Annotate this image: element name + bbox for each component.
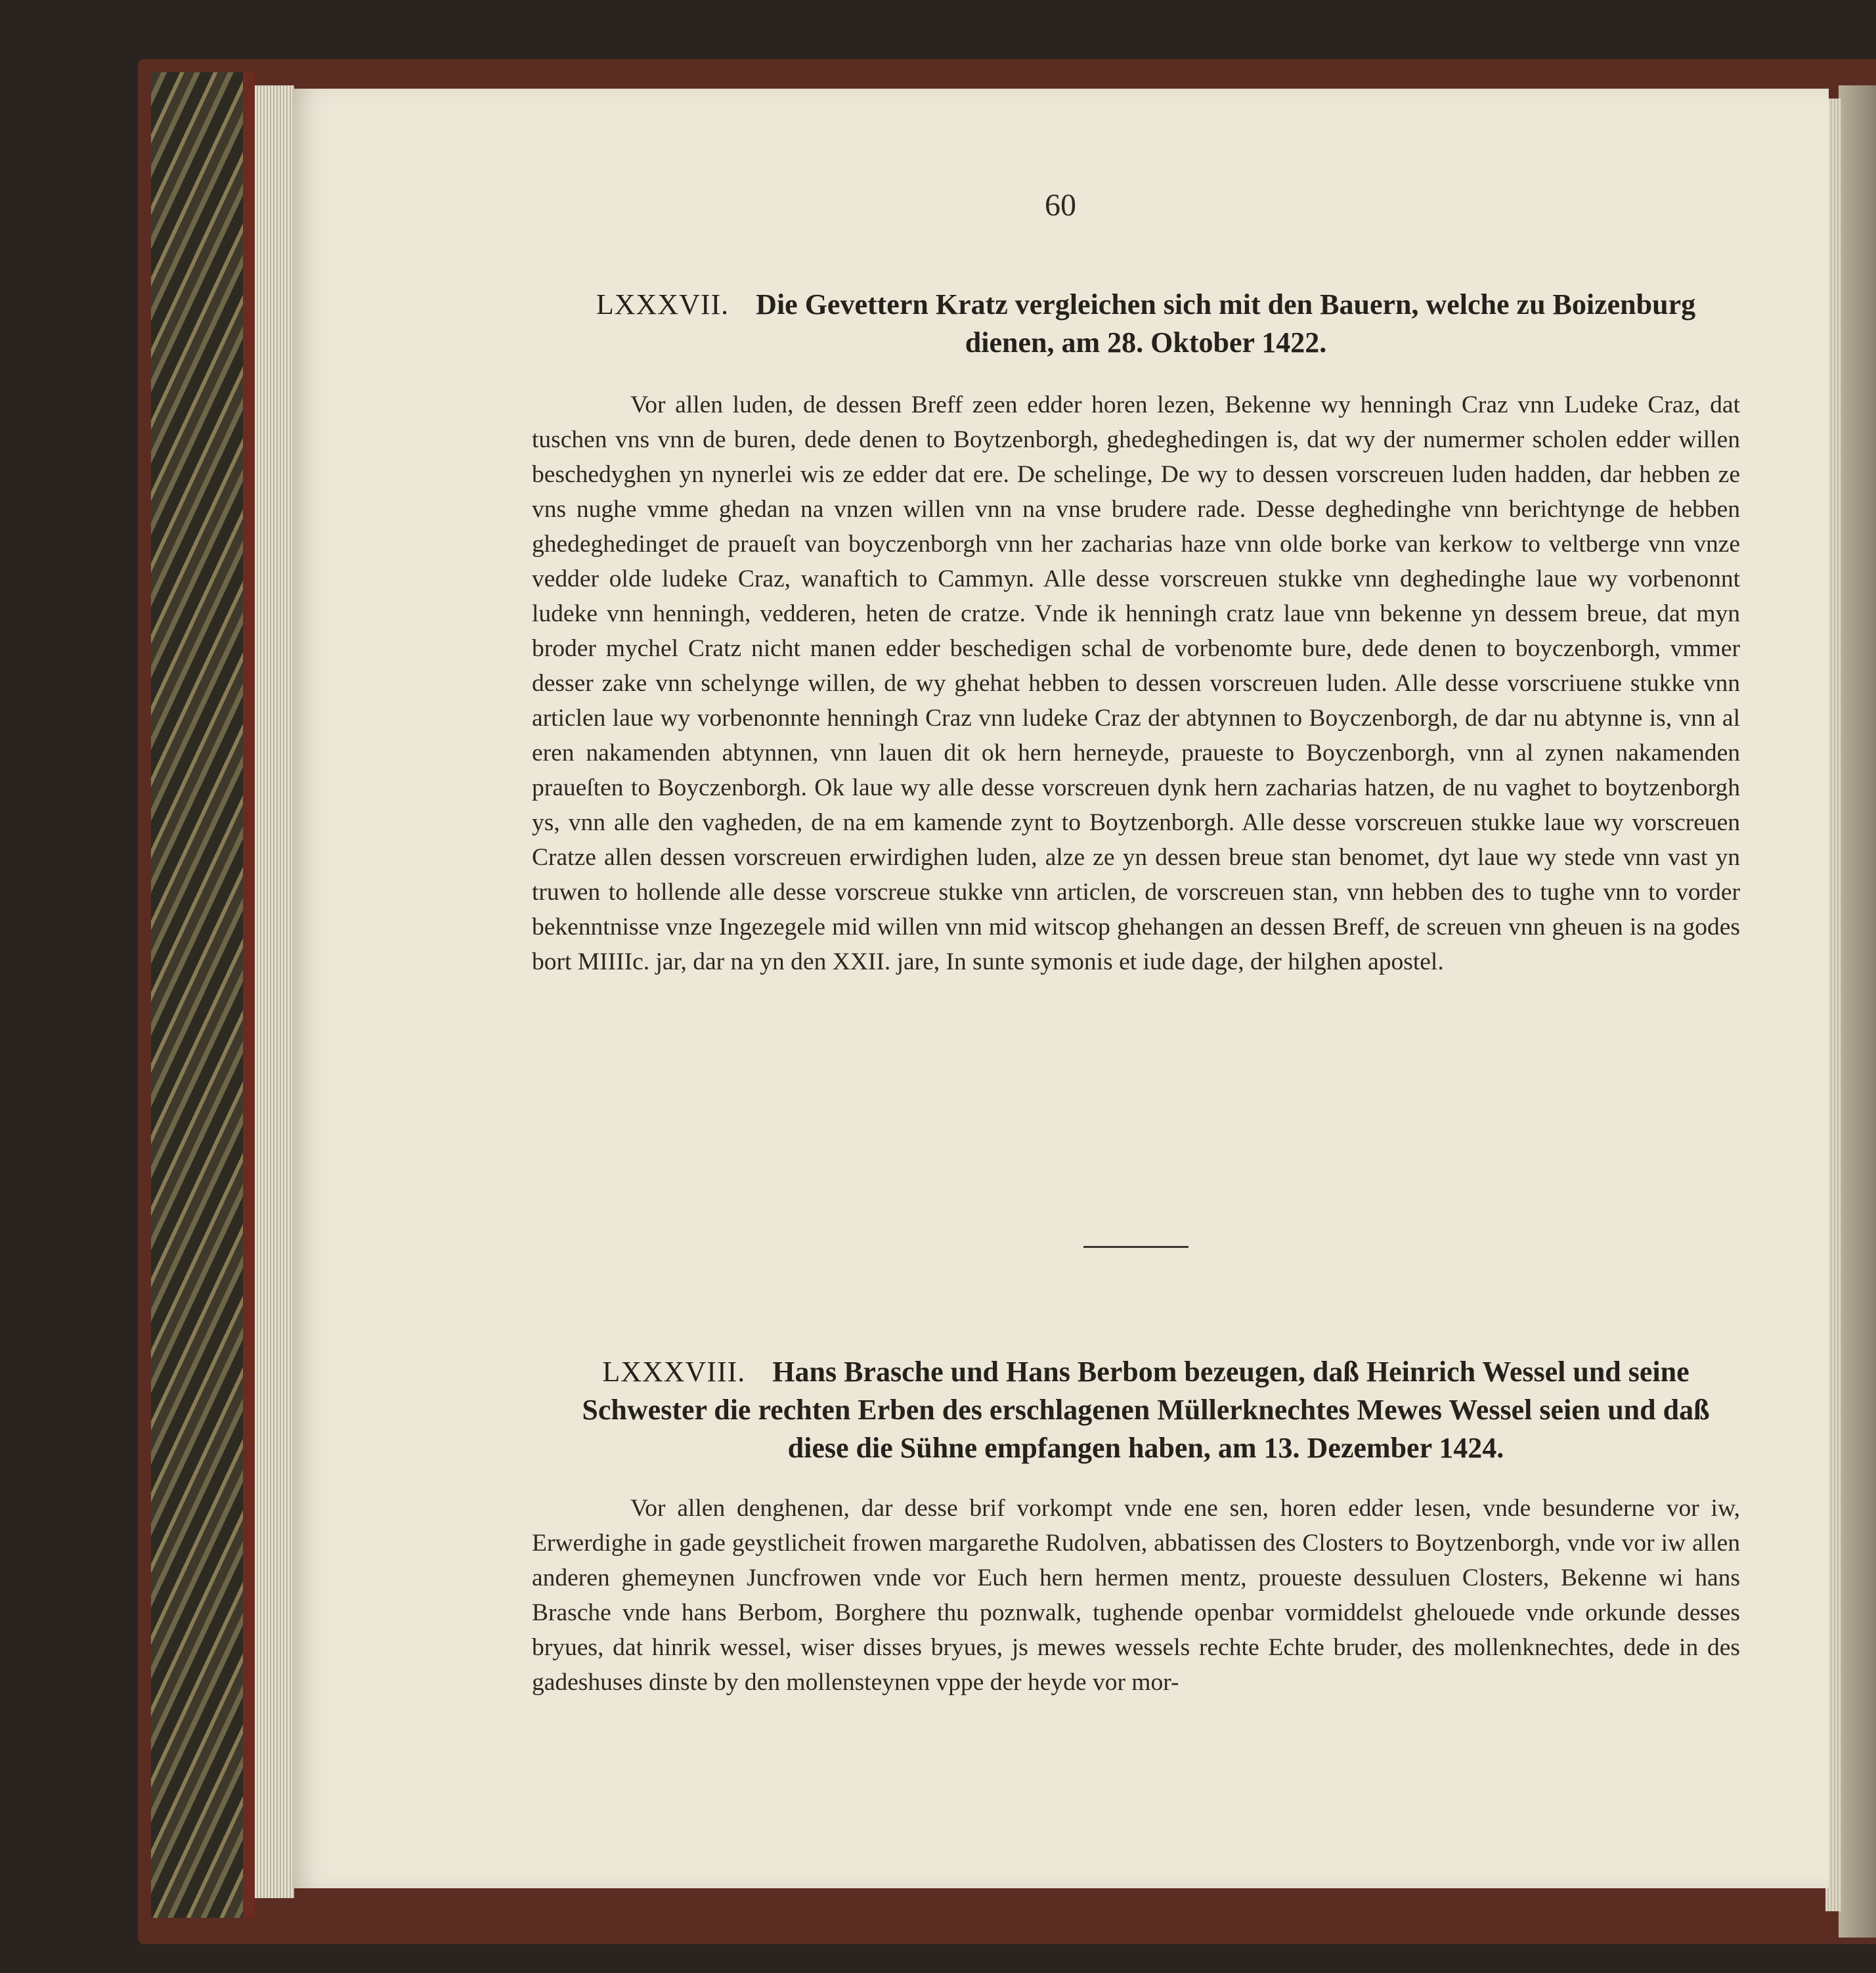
section-88-text: Vor allen denghenen, dar desse brif vorkompt vnde ene sen, horen edder lesen, vnde besunderne vor iw, Erwerdighe in gade geystlicheit frowen margarethe Rudolven, abbatissen des Closters to Boytzenborgh, vnde vor iw allen anderen ghemeynen Juncfrowen vnde vor Euch hern hermen mentz, proueste dessuluen Closters, Bekenne wi hans Brasche vnde hans Berbom, Borghere thu poznwalk, tughende openbar vormiddelst ghelouede vnde orkunde desses bryues, dat hinrik wessel, wiser disses bryues, js mewes wessels rechte Echte bruder, des mollenknechtes, dede in des gadeshuses dinste by den mollensteynen vppe der heyde vor mor- [532, 1495, 1740, 1696]
section-87-body [532, 388, 1740, 979]
section-87-heading [555, 286, 1737, 362]
page-number: 60 [1045, 188, 1076, 223]
section-88-number: LXXXVIII. [602, 1356, 746, 1388]
section-88-title: Hans Brasche und Hans Berbom bezeugen, daß Heinrich Wessel und seine Schwester die rechten Erben des erschlagenen Müllerknechtes Mewes Wessel seien und daß diese die Sühne empfangen haben, am 13. Dezember 1424. [582, 1356, 1710, 1464]
leather-spine-edge [243, 72, 255, 1918]
section-87-number: LXXXVII. [596, 288, 730, 321]
section-87-title: Die Gevettern Kratz vergleichen sich mit den Bauern, welche zu Boizenburg dienen, am 28. Oktober 1422. [756, 288, 1696, 359]
marbled-cover-edge [151, 72, 250, 1918]
section-88-body [532, 1491, 1740, 1700]
book-page [292, 89, 1829, 1888]
section-87-text: Vor allen luden, de dessen Breff zeen edder horen lezen, Bekenne wy henningh Craz vnn Ludeke Craz, dat tuschen vns vnn de buren, dede denen to Boytzenborgh, ghedeghedingen is, dat wy der numermer scholen edder willen beschedyghen yn nynerlei wis ze edder dat ere. De schelinge, De wy to dessen vorscreuen luden hadden, dar hebben ze vns nughe vmme ghedan na vnzen willen vnn na vnse brudere rade. Desse deghedinghe vnn berichtynge de hebben ghedeghedinget de praueſt van boyczenborgh vnn her zacharias haze vnn olde borke van kerkow to veltberge vnn vnze vedder olde ludeke Craz, wanaftich to Cammyn. Alle desse vorscreuen stukke vnn deghedinghe laue wy vorbenonnt ludeke vnn henningh, vedderen, heten de cratze. Vnde ik henningh cratz laue vnn bekenne yn dessem breue, dat myn broder mychel Cratz nicht manen edder beschedigen schal de vorbenomte bure, dede denen to boyczenborgh, vmmer desser zake vnn schelynge willen, de wy ghehat hebben to dessen vorscreuen luden. Alle desse vorscriuene stukke vnn articlen laue wy vorbenonnte henningh Craz vnn ludeke Craz der abtynnen to Boyczenborgh, de dar nu abtynne is, vnn al eren nakamenden abtynnen, vnn lauen dit ok hern herneyde, praueste to Boyczenborgh, vnn al zynen nakamenden praueſten to Boyczenborgh. Ok laue wy alle desse vorscreuen dynk hern zacharias hatzen, de nu vaghet to boytzenborgh ys, vnn alle den vagheden, de na em kamende zynt to Boytzenborgh. Alle desse vorscreuen stukke laue wy vorscreuen Cratze allen dessen vorscreuen erwirdighen luden, alze ze yn dessen breue stan benomet, dyt laue wy stede vnn vast yn truwen to hollende alle desse vorscreue stukke vnn articlen, de vorscreuen stan, vnn hebben des to tughe vnn to vorder bekenntnisse vnze Ingezegele mid willen vnn mid witscop ghehangen an dessen Breff, de screuen vnn gheuen is na godes bort MIIIIc. jar, dar na yn den XXII. jare, In sunte symonis et iude dage, der hilghen apostel. [532, 391, 1740, 975]
right-cover-board [1839, 85, 1876, 1938]
section-88-heading [555, 1353, 1737, 1467]
section-divider [1083, 1246, 1189, 1248]
left-page-edges [255, 85, 294, 1898]
